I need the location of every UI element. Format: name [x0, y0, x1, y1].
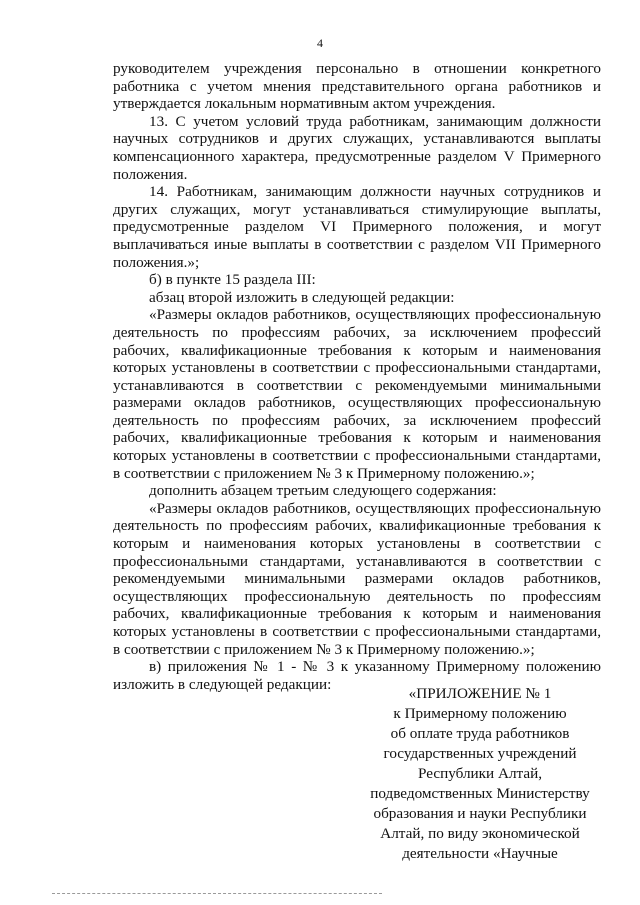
appendix-line: об оплате труда работников	[390, 725, 570, 742]
paragraph-item-14: 14. Работникам, занимающим должности научных сотрудников и других служащих, могут устанавливаться стимулирующие выплаты, предусмотренные разделом VI Примерного положения, и могут выплачиваться иные выплаты в соответствии с разделом VII Примерного положения.»;	[113, 183, 601, 271]
scan-edge-line	[52, 893, 382, 894]
paragraph-quote-salaries-1: «Размеры окладов работников, осуществляющих профессиональную деятельность по профессиям рабочих, за исключением профессий рабочих, квалификационные требования к которым и наименования которых установлены в соответствии с профессиональными стандартами, устанавливаются в соответствии с рекомендуемыми минимальными размерами окладов работников, осуществляющих профессиональную деятельность по профессиям рабочих, за исключением профессий рабочих, квалификационные требования к которым и наименования которых установлены в соответствии с профессиональными стандартами, в соответствии с приложением № 3 к Примерному положению.»;	[113, 306, 601, 482]
appendix-line: к Примерному положению	[393, 705, 567, 722]
paragraph-subitem-b: б) в пункте 15 раздела III:	[149, 271, 316, 289]
page-number: 4	[317, 36, 323, 50]
appendix-line: Алтай, по виду экономической	[380, 825, 580, 842]
paragraph-add-third: дополнить абзацем третьим следующего содержания:	[149, 482, 497, 500]
appendix-heading-block	[360, 684, 600, 864]
paragraph-abzac-second: абзац второй изложить в следующей редакции:	[149, 288, 455, 306]
paragraph-subitem-v: в) приложения № 1 - № 3 к указанному Примерному положению изложить в следующей редакции:	[113, 658, 601, 693]
appendix-line: деятельности «Научные	[402, 845, 558, 862]
document-body	[113, 60, 601, 693]
paragraph-continuation: руководителем учреждения персонально в отношении конкретного работника с учетом мнения представительного органа работников и утверждается локальным нормативным актом учреждения.	[113, 60, 601, 113]
appendix-line: подведомственных Министерству	[370, 785, 590, 802]
paragraph-item-13: 13. С учетом условий труда работникам, занимающим должности научных сотрудников и других служащих, устанавливаются выплаты компенсационного характера, предусмотренные разделом V Примерного положения.	[113, 112, 601, 183]
appendix-line: образования и науки Республики	[373, 805, 587, 822]
appendix-line: государственных учреждений	[383, 745, 577, 762]
paragraph-quote-salaries-2: «Размеры окладов работников, осуществляющих профессиональную деятельность по профессиям рабочих, квалификационные требования к которым и наименования которых установлены в соответствии с профессиональными стандартами, устанавливаются в соответствии с рекомендуемыми минимальными размерами окладов работников, осуществляющих профессиональную деятельность по профессиям рабочих, квалификационные требования к которым и наименования которых установлены в соответствии с профессиональными стандартами, в соответствии с приложением № 3 к Примерному положению.»;	[113, 499, 601, 658]
appendix-line: Республики Алтай,	[417, 765, 543, 782]
appendix-line: «ПРИЛОЖЕНИЕ № 1	[408, 685, 552, 702]
